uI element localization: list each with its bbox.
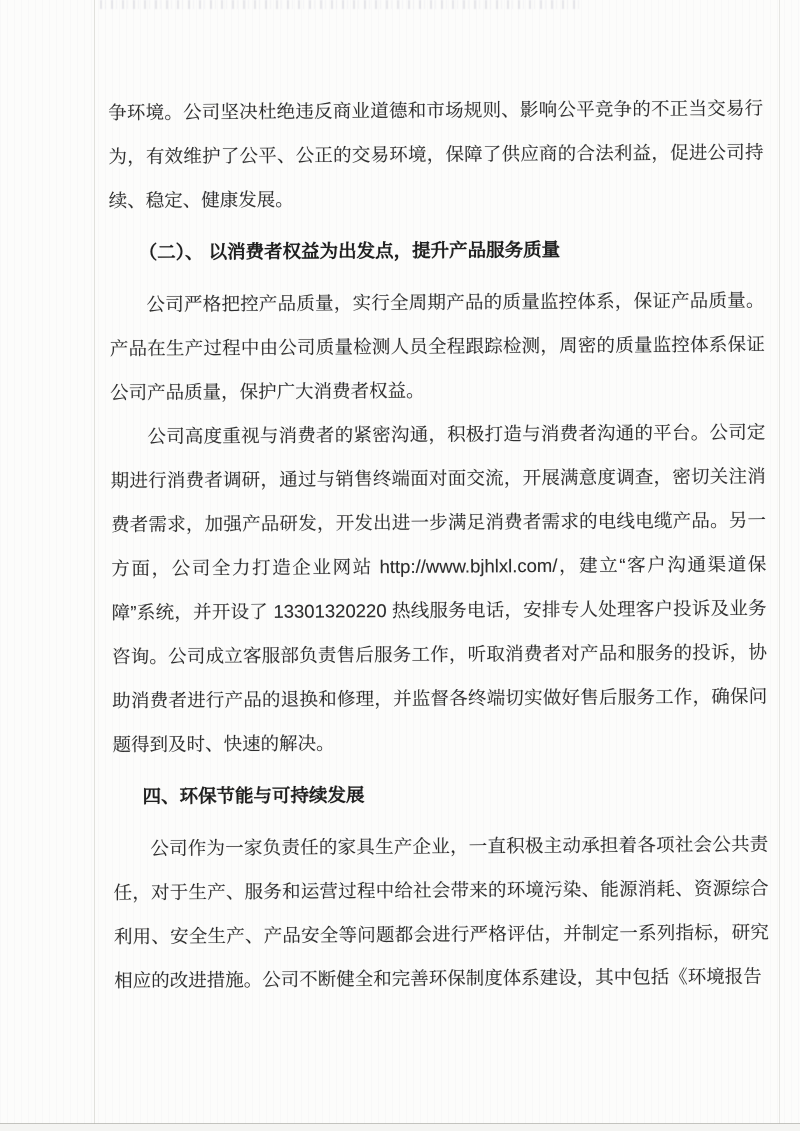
page-left-edge-line: [94, 0, 95, 1131]
section-heading-environmental-sustainability: 四、环保节能与可持续发展: [142, 784, 365, 807]
document-text-block: [108, 86, 769, 1003]
page-bottom-margin: [0, 1124, 800, 1131]
paragraph-environmental-responsibility: 公司作为一家负责任的家具生产企业，一直积极主动承担着各项社会公共责任，对于生产、服务和运营过程中给社会带来的环境污染、能源消耗、资源综合利用、安全生产、产品安全等问题都会进行严格评估，并制定一系列指标，研究相应的改进措施。公司不断健全和完善环保制度体系建设，其中包括《环境报告: [113, 833, 769, 991]
paragraph-consumer-communication: 公司高度重视与消费者的紧密沟通，积极打造与消费者沟通的平台。公司定期进行消费者调研，通过与销售终端面对面交流，开展满意度调查，密切关注消费者需求，加强产品研发，开发出进一步满足消费者需求的电线电缆产品。另一方面，公司全力打造企业网站 http://www.bjhlxl.com/，建立“客户沟通渠道保障”系统，并开设了 13301320220 热线服务电话，安排专人处理客户投诉及业务咨询。公司成立客服部负责售后服务工作，听取消费者对产品和服务的投诉，协助消费者进行产品的退换和修理，并监督各终端切实做好售后服务工作，确保问题得到及时、快速的解决。: [110, 421, 768, 755]
paragraph-fair-competition-continuation: 争环境。公司坚决杜绝违反商业道德和市场规则、影响公平竞争的不正当交易行为，有效维护了公平、公正的交易环境，保障了供应商的合法利益，促进公司持续、稳定、健康发展。: [108, 97, 764, 211]
section-heading-consumer-rights: （二）、 以消费者权益为出发点，提升产品服务质量: [138, 238, 561, 263]
paragraph-product-quality-control: 公司严格把控产品质量，实行全周期产品的质量监控体系，保证产品质量。产品在生产过程中由公司质量检测人员全程跟踪检测，周密的质量监控体系保证公司产品质量，保护广大消费者权益。: [109, 289, 765, 403]
scan-noise-artifact: [100, 0, 580, 9]
page-right-edge-line: [779, 0, 780, 1131]
